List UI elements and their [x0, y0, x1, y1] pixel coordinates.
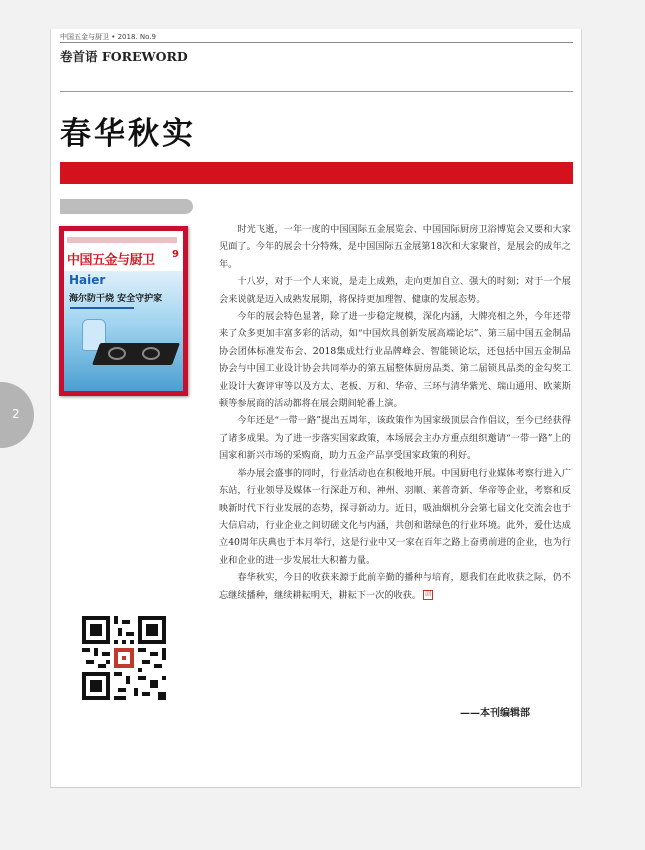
cover-top-strip [67, 237, 177, 243]
signature: ——本刊编辑部 [460, 708, 530, 719]
page-number: 2 [12, 407, 20, 421]
article-title: 春华秋实 [60, 116, 196, 152]
cover-issue-number: 9 [172, 249, 179, 260]
paragraph: 十八岁，对于一个人来说，是走上成熟，走向更加自立、强大的时刻；对于一个展会来说就是迈入成熟发展期，将保持更加理智、健康的发展态势。 [219, 276, 571, 305]
cover-underline [70, 307, 134, 309]
header-rule [60, 42, 573, 43]
cover-masthead: 中国五金与厨卫 [67, 253, 155, 268]
page-bottom-edge [50, 787, 580, 788]
paragraph: 举办展会盛事的同时，行业活动也在积极地开展。中国厨电行业媒体考察行进入广东站，行业领导及媒体一行深赴万和、神州、羽顺、莱普奇新、华帝等企业，考察和反映新时代下行业发展的态势，探寻新动力。近日，吸油烟机分会第七届文化交流会也于大信启动，行业企业之间切磋文化与内涵，共创和谐绿色的行业环境。此外，爱仕达成立40周年庆典也于本月举行，这是行业中又一家在百年之路上奋勇前进的企业，也为行业和企业的进一步发展壮大积蓄力量。 [219, 467, 571, 566]
cover-stove [92, 343, 180, 365]
paragraph: 今年的展会特色显著，除了进一步稳定规模，深化内涵，大牌亮相之外，今年还带来了众多更加丰富多彩的活动，如“中国炊具创新发展高端论坛”、第三届中国五金制品协会团体标准发布会、2018集成灶行业品牌峰会、智能锁论坛，还包括中国五金制品协会与中国工业设计协会共同举办的第五届整体厨房品类、第二届锁具品类的金勾奖工业设计大赛评审等以及方太、老板、万和、华帝、三环与清华紫光、瑞山通用、欧莱斯顿等参展商的活动都将在展会期间轮番上演。 [219, 311, 571, 410]
stove-burner [108, 347, 126, 360]
paragraph: 今年还是“一带一路”提出五周年，该政策作为国家级顶层合作倡议，至今已经获得了诸多成果。为了进一步落实国家政策，本场展会主办方重点组织邀请“一带一路”上的国家和新兴市场的采购商，助力五金产品享受国家政策的利好。 [219, 415, 571, 462]
cover-inner [64, 231, 183, 391]
section-label: 卷首语 FOREWORD [60, 49, 188, 64]
paragraph-last [219, 569, 571, 604]
qr-code[interactable] [82, 616, 166, 700]
end-mark-icon: 回 [425, 591, 432, 599]
issue-line: 中国五金与厨卫 • 2018. No.9 [60, 33, 156, 41]
article-body [219, 221, 571, 604]
magazine-cover-image [59, 226, 188, 396]
decorative-grey-bar [60, 199, 193, 214]
cover-slogan: 海尔防干烧 安全守护家 [69, 294, 163, 304]
cover-brand: Haier [69, 273, 106, 287]
paragraph: 时光飞逝，一年一度的中国国际五金展览会、中国国际厨房卫浴博览会又要和大家见面了。今年的展会十分特殊，是中国国际五金展第18次和大家聚首，是展会的成年之年。 [219, 224, 571, 270]
section-rule [60, 91, 573, 92]
qr-code-icon [82, 616, 166, 700]
paragraph-text: 春华秋实，今日的收获来源于此前辛勤的播种与培育，愿我们在此收获之际，仍不忘继续播种，继续耕耘明天，耕耘下一次的收获。 [219, 572, 571, 601]
stove-burner [142, 347, 160, 360]
title-red-bar [60, 162, 573, 184]
